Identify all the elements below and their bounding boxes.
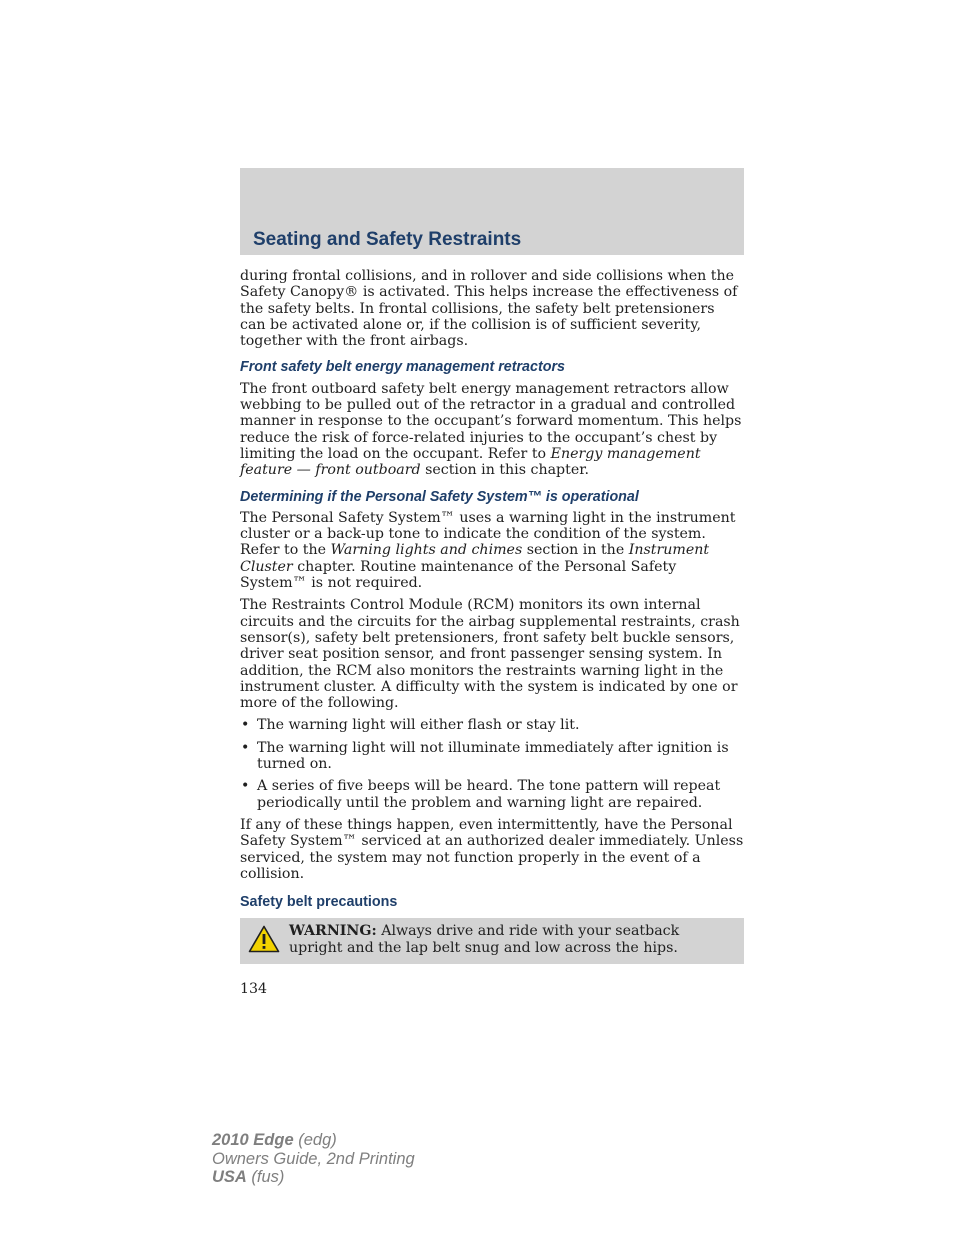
section-header-band: [240, 168, 744, 255]
footer-line-3: [212, 1168, 415, 1187]
footer-line-2: Owners Guide, 2nd Printing: [212, 1149, 415, 1168]
intro-paragraph: during frontal collisions, and in rollover and side collisions when the Safety Canopy® is activated. This helps increase the effectiveness of the safety belts. In frontal collisions, the safety belt pretensioners can be activated alone or, if the collision is of sufficient severity, together with the front airbags.: [240, 268, 738, 350]
precautions-heading: Safety belt precautions: [240, 894, 398, 911]
pss-text-b: section in the: [522, 542, 629, 559]
warning-text: Always drive and ride with your seatback upright and the lap belt snug and low across the hips.: [289, 923, 680, 956]
pss-paragraph-3: If any of these things happen, even intermittently, have the Personal Safety System™ serviced at an authorized dealer immediately. Unless serviced, the system may not function properly in the event of a collision.: [240, 816, 744, 882]
retractors-text-end: section in this chapter.: [420, 462, 589, 479]
warning-label: WARNING:: [289, 923, 377, 940]
retractors-paragraph: [240, 381, 744, 479]
list-item: • The warning light will either flash or stay lit.: [240, 717, 744, 733]
instrument-cluster-reference: Instrument Cluster: [240, 542, 710, 575]
section-title: Seating and Safety Restraints: [253, 229, 522, 250]
page-content: [240, 268, 744, 998]
footer-model-code: (edg): [293, 1131, 337, 1149]
energy-management-reference: Energy management feature — front outboard: [240, 445, 701, 479]
footer-market: USA: [212, 1168, 247, 1186]
list-item: • The warning light will not illuminate immediately after ignition is turned on.: [240, 740, 744, 773]
pss-heading: Determining if the Personal Safety System™ is operational: [240, 488, 639, 505]
retractors-text: The front outboard safety belt energy management retractors allow webbing to be pulled out of the retractor in a gradual and controlled manner in response to the occupant’s forward momentum. This helps reduce the risk of force-related injuries to the occupant’s chest by limiting the load on the occupant. Refer to: [240, 380, 742, 462]
warning-box: [240, 918, 744, 964]
pss-paragraph-1: [240, 510, 744, 591]
retractors-heading: Front safety belt energy management retractors: [240, 359, 565, 376]
footer-market-code: (fus): [246, 1168, 285, 1186]
pss-text-a: The Personal Safety System™ uses a warning light in the instrument cluster or a back-up tone to indicate the condition of the system. Refer to the: [240, 509, 736, 559]
warning-triangle-icon: [248, 925, 280, 953]
pss-text-c: chapter. Routine maintenance of the Personal Safety System™ is not required.: [240, 558, 677, 592]
warning-lights-reference: Warning lights and chimes: [330, 542, 523, 559]
document-footer: [212, 1131, 415, 1187]
footer-model: 2010 Edge: [212, 1131, 294, 1149]
pss-paragraph-2: The Restraints Control Module (RCM) monitors its own internal circuits and the circuits for the airbag supplemental restraints, crash sensor(s), safety belt pretensioners, front safety belt buckle sensors, driver seat position sensor, and front passenger sensing system. In addition, the RCM also monitors the restraints warning light in the instrument cluster. A difficulty with the system is indicated by one or more of the following.: [240, 597, 740, 712]
list-item: • A series of five beeps will be heard. The tone pattern will repeat periodically until the problem and warning light are repaired.: [240, 778, 744, 811]
difficulty-list: [240, 717, 744, 810]
footer-line-1: [212, 1131, 415, 1150]
page-number: 134: [240, 981, 268, 998]
